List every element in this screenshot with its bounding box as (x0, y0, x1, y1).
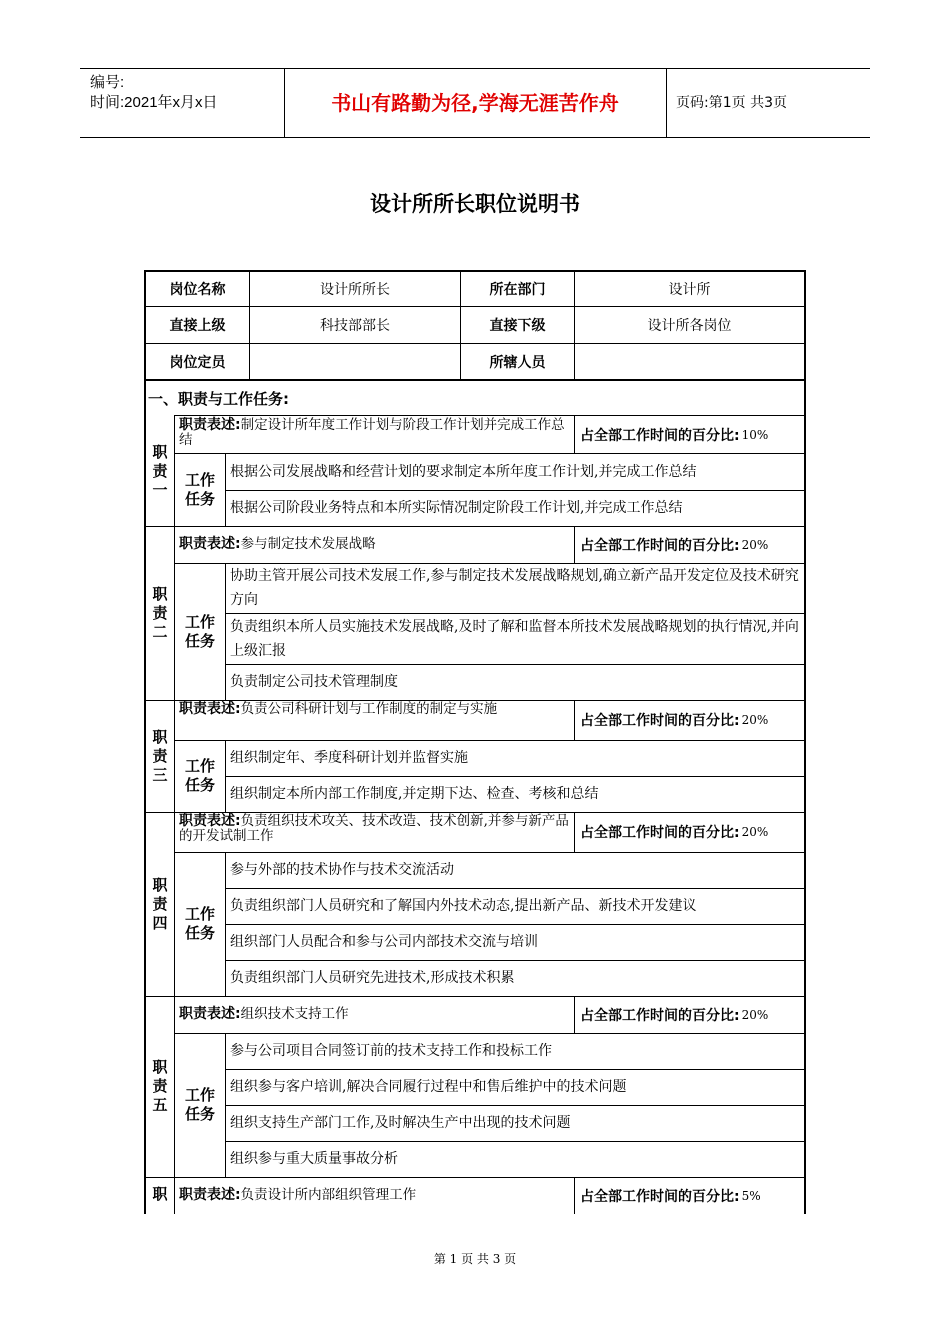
subordinate-value: 设计所各岗位 (647, 318, 732, 334)
duty-label-text: 职责三 (152, 727, 168, 784)
subordinate-label: 直接下级 (489, 318, 546, 334)
managed-value (575, 344, 804, 379)
duty-percentage (575, 700, 804, 740)
duty-label-text: 职责一 (152, 442, 168, 499)
task-label: 工作任务 (184, 905, 215, 942)
desc-prefix: 职责表述: (179, 536, 241, 552)
desc-text: 负责公司科研计划与工作制度的制定与实施 (240, 701, 498, 717)
task-label: 工作任务 (184, 757, 215, 794)
task-item: 组织参与重大质量事故分析 (230, 1151, 398, 1167)
duty-percentage (575, 812, 804, 852)
task-label: 工作任务 (184, 1086, 215, 1123)
pct-value: 20% (741, 537, 769, 552)
table-border (804, 270, 806, 1214)
pct-label: 占全部工作时间的百分比: (580, 1007, 740, 1024)
page-footer: 第 1 页 共 3 页 (433, 1252, 517, 1266)
pct-value: 5% (741, 1188, 761, 1203)
superior-label: 直接上级 (169, 318, 226, 334)
task-item: 根据公司阶段业务特点和本所实际情况制定阶段工作计划,并完成工作总结 (230, 500, 683, 516)
duty-label-text: 职责二 (152, 584, 168, 641)
task-item: 负责组织本所人员实施技术发展战略,及时了解和监督本所技术发展战略规划的执行情况,并向上级汇报 (230, 618, 799, 659)
task-label: 工作任务 (184, 612, 215, 650)
task-item: 组织部门人员配合和参与公司内部技术交流与培训 (230, 934, 538, 950)
number-label: 编号: (90, 74, 125, 91)
task-item: 协助主管开展公司技术发展工作,参与制定技术发展战略规划,确立新产品开发定位及技术研究方向 (230, 568, 799, 608)
task-item: 参与公司项目合同签订前的技术支持工作和投标工作 (230, 1043, 552, 1059)
duty-percentage (575, 526, 804, 563)
duty-percentage (575, 1177, 804, 1214)
duty-label-text: 职责四 (152, 875, 168, 932)
pct-value: 20% (741, 825, 769, 839)
section-title: 一、职责与工作任务: (148, 389, 289, 408)
duty-description (175, 416, 574, 453)
position-value: 设计所所长 (320, 282, 390, 298)
managed-label: 所辖人员 (489, 354, 546, 371)
task-item: 组织制定本所内部工作制度,并定期下达、检查、考核和总结 (230, 786, 599, 802)
desc-text: 组织技术支持工作 (240, 1006, 349, 1022)
duty-percentage (575, 996, 804, 1033)
header-meta (90, 73, 218, 113)
header-page-number: 页码:第1页 共3页 (676, 95, 787, 111)
duty-label-text: 职责五 (152, 1058, 168, 1114)
pct-label: 占全部工作时间的百分比: (580, 825, 740, 841)
desc-text: 负责组织技术攻关、技术改造、技术创新,并参与新产品的开发试制工作 (179, 813, 569, 844)
superior-value: 科技部部长 (320, 318, 390, 334)
duty-description (175, 996, 574, 1033)
task-item: 组织支持生产部门工作,及时解决生产中出现的技术问题 (230, 1115, 571, 1131)
dept-value: 设计所 (668, 282, 711, 298)
duty-label (146, 526, 174, 700)
duty-label (146, 996, 174, 1177)
desc-text: 负责设计所内部组织管理工作 (240, 1187, 417, 1203)
staffing-value (250, 344, 460, 379)
duty-label (146, 416, 174, 526)
pct-label: 占全部工作时间的百分比: (580, 427, 740, 444)
desc-text: 制定设计所年度工作计划与阶段工作计划并完成工作总结 (179, 417, 565, 448)
pct-label: 占全部工作时间的百分比: (580, 713, 740, 729)
desc-text: 参与制定技术发展战略 (240, 536, 376, 552)
duty-label (146, 812, 174, 996)
header-motto: 书山有路勤为径,学海无涯苦作舟 (331, 91, 619, 115)
pct-value: 20% (741, 713, 769, 727)
duty-description (175, 812, 574, 852)
task-item: 组织制定年、季度科研计划并监督实施 (230, 750, 468, 766)
task-item: 负责制定公司技术管理制度 (230, 674, 398, 690)
pct-value: 10% (741, 427, 769, 442)
task-item: 参与外部的技术协作与技术交流活动 (230, 862, 454, 878)
duty-label-text: 职 (152, 1185, 168, 1203)
task-item: 负责组织部门人员研究和了解国内外技术动态,提出新产品、新技术开发建议 (230, 898, 697, 914)
staffing-label: 岗位定员 (169, 354, 226, 371)
task-item: 根据公司发展战略和经营计划的要求制定本所年度工作计划,并完成工作总结 (230, 463, 697, 480)
date-label: 时间:2021年x月x日 (90, 94, 218, 111)
task-label: 工作任务 (184, 470, 215, 508)
duty-description (175, 700, 574, 740)
desc-prefix: 职责表述: (179, 701, 241, 717)
position-label: 岗位名称 (169, 282, 226, 298)
dept-label: 所在部门 (489, 282, 546, 298)
task-item: 组织参与客户培训,解决合同履行过程中和售后维护中的技术问题 (230, 1079, 627, 1095)
page-header (80, 68, 870, 138)
pct-label: 占全部工作时间的百分比: (580, 537, 740, 554)
desc-prefix: 职责表述: (179, 1187, 241, 1203)
desc-prefix: 职责表述: (179, 417, 241, 433)
desc-prefix: 职责表述: (179, 813, 241, 829)
duty-label (146, 700, 174, 812)
pct-value: 20% (741, 1007, 769, 1022)
task-item: 负责组织部门人员研究先进技术,形成技术积累 (230, 970, 515, 986)
document-title: 设计所所长职位说明书 (370, 192, 580, 216)
desc-prefix: 职责表述: (179, 1006, 241, 1022)
pct-label: 占全部工作时间的百分比: (580, 1188, 740, 1205)
duty-percentage (575, 416, 804, 453)
duty-description (175, 1177, 574, 1214)
duty-description (175, 526, 574, 563)
duty-label (146, 1177, 174, 1214)
